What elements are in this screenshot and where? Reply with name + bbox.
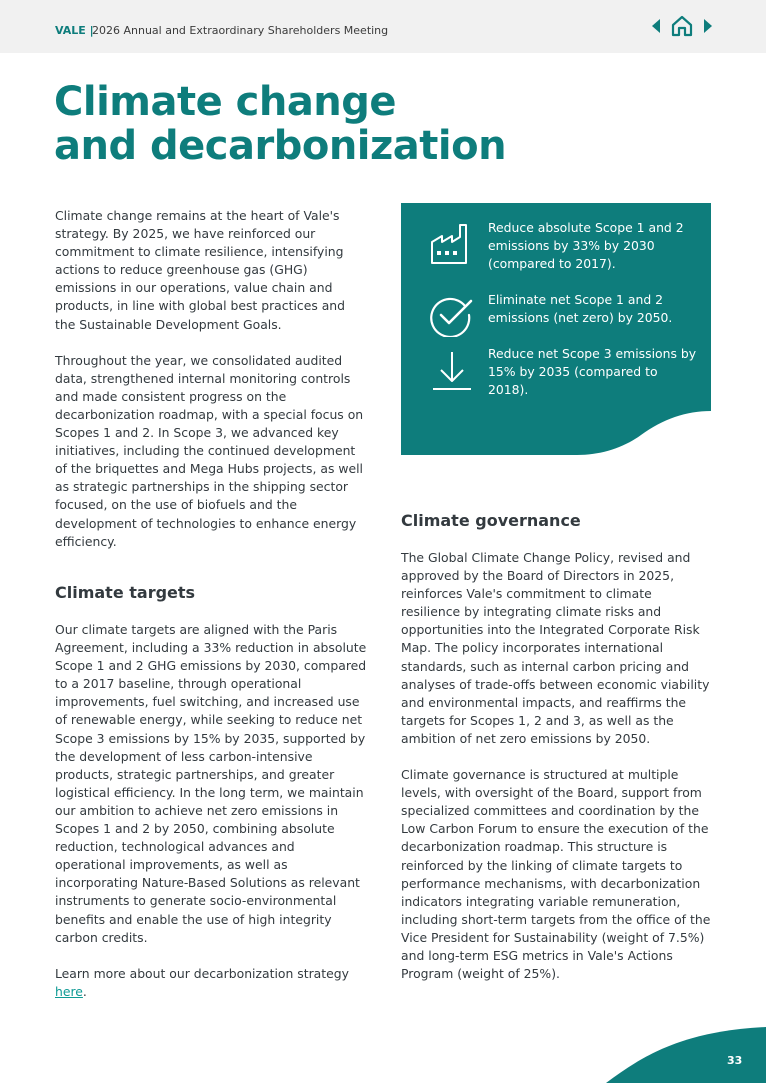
check-circle-icon [429, 293, 475, 337]
target-text-net-zero-2050: Eliminate net Scope 1 and 2 emissions (net zero) by 2050. [488, 292, 673, 325]
page-corner-decoration [606, 1023, 766, 1083]
climate-targets-section [55, 621, 367, 1001]
intro-paragraph-1: Climate change remains at the heart of Vale's strategy. By 2025, we have reinforced our commitment to climate resilience, intensifying actions to reduce greenhouse gas (GHG) emissions in our operations, value chain and products, in line with global best practices and the Sustainable Development Goals. [55, 208, 346, 332]
learn-more-end: . [82, 983, 87, 999]
target-text-scope12-2030: Reduce absolute Scope 1 and 2 emissions by 33% by 2030 (compared to 2017). [488, 220, 684, 271]
factory-icon [429, 222, 475, 266]
intro-paragraph-2: Throughout the year, we consolidated audited data, strengthened internal monitoring controls and made consistent progress on the decarbonization roadmap, with a special focus on Scopes 1 and 2. In Scope 3, we advanced key initiatives, including the continued development of the briquettes and Mega Hubs projects, as well as strategic partnerships in the shipping sector focused, on the use of biofuels and the development of technologies to enhance energy efficiency. [55, 352, 364, 549]
climate-governance-heading: Climate governance [401, 511, 581, 530]
intro-section [55, 207, 367, 551]
targets-box-accent-bar [401, 203, 410, 455]
learn-more-paragraph [55, 965, 367, 1001]
previous-page-icon[interactable] [649, 15, 663, 37]
arrow-down-icon [429, 350, 475, 394]
header-bar [0, 0, 766, 53]
climate-governance-section [401, 549, 713, 983]
next-page-icon[interactable] [701, 15, 715, 37]
learn-more-text: Learn more about our decarbonization strategy [55, 965, 349, 981]
page-title-line1: Climate change [54, 79, 397, 125]
meeting-title: 2026 Annual and Extraordinary Shareholders Meeting [92, 24, 389, 37]
brand-logo-text: VALE | [55, 24, 94, 37]
page-title-line2: and decarbonization [54, 123, 507, 169]
learn-more-link[interactable]: here [55, 983, 83, 999]
governance-paragraph-1: The Global Climate Change Policy, revised and approved by the Board of Directors in 2025, reinforces Vale's commitment to climate resilience by integrating climate risks and opportunities into the Integrated Corporate Risk Map. The policy incorporates international standards, such as internal carbon pricing and analyses of trade-offs between economic viability and environmental impacts, and reaffirms the targets for Scopes 1, 2 and 3, as well as the ambition of net zero emissions by 2050. [401, 550, 710, 746]
climate-targets-paragraph: Our climate targets are aligned with the Paris Agreement, including a 33% reduction in absolute Scope 1 and 2 GHG emissions by 2030, compared to a 2017 baseline, through operational improvements, fuel switching, and increased use of renewable energy, while seeking to reduce net Scope 3 emissions by 15% by 2035, supported by the development of less carbon-intensive products, strategic partnerships, and greater logistical efficiency. In the long term, we maintain our ambition to achieve net zero emissions in Scopes 1 and 2 by 2050, combining absolute reduction, technological advances and operational improvements, as well as incorporating Nature-Based Solutions as relevant instruments to generate socio-environmental benefits and enable the use of high integrity carbon credits. [55, 622, 367, 945]
target-text-scope3-2035: Reduce net Scope 3 emissions by 15% by 2035 (compared to 2018). [488, 346, 697, 397]
governance-paragraph-2: Climate governance is structured at multiple levels, with oversight of the Board, support from specialized committees and coordination by the Low Carbon Forum to ensure the execution of the decarbonization roadmap. This structure is reinforced by the linking of climate targets to performance mechanisms, with decarbonization indicators integrating variable remuneration, including short-term targets from the office of the Vice President for Sustainability (weight of 7.5%) and long-term ESG metrics in Vale's Actions Program (weight of 25%). [401, 767, 711, 982]
page-title [54, 80, 506, 168]
climate-targets-heading: Climate targets [55, 583, 196, 602]
page-number: 33 [727, 1054, 743, 1067]
home-icon[interactable] [669, 13, 695, 39]
